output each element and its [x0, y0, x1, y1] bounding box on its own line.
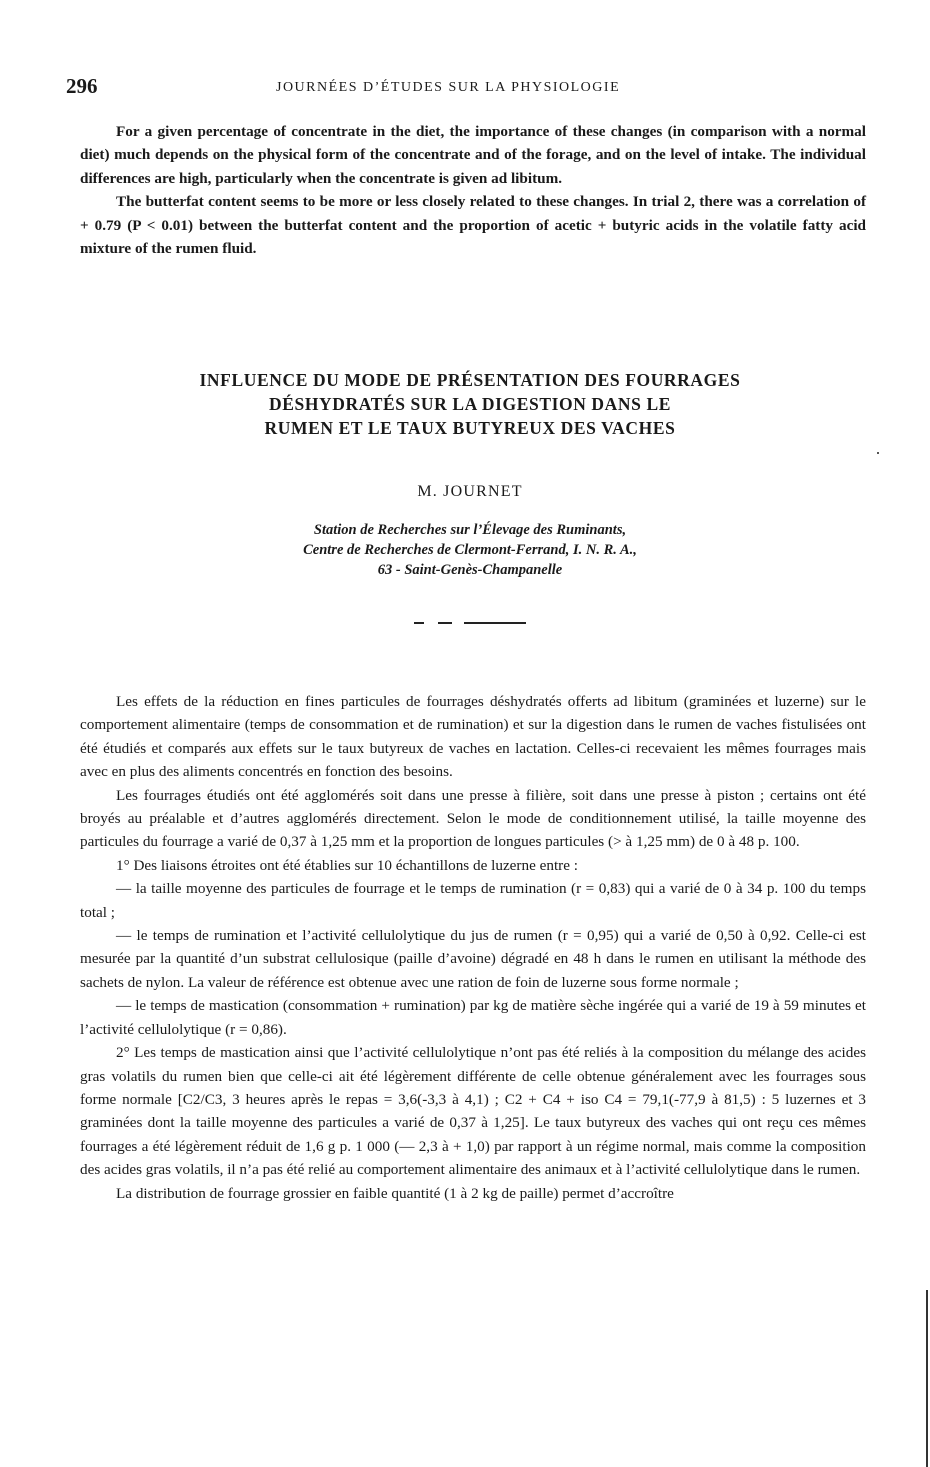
body-paragraph: — la taille moyenne des particules de fourrage et le temps de rumination (r = 0,83) qui a varié de 0 à 34 p. 100 du temps total ;	[80, 880, 866, 921]
body-paragraph: — le temps de mastication (consommation + rumination) par kg de matière sèche ingérée qui a varié de 19 à 59 minutes et l’activité cellulolytique (r = 0,86).	[80, 997, 866, 1038]
article-body	[80, 690, 866, 1205]
section-separator	[414, 622, 534, 624]
page-header	[66, 74, 866, 100]
author-affiliation	[100, 520, 840, 580]
page-edge-mark	[926, 1290, 928, 1467]
body-paragraph: Les fourrages étudiés ont été agglomérés soit dans une presse à filière, soit dans une presse à piston ; certains ont été broyés au préalable et d’autres agglomérés directement. Selon le mode de conditionnement utilisé, la taille moyenne des particules du fourrage a varié de 0,37 à 1,25 mm et la proportion de longues particules (> à 1,25 mm) de 0 à 48 p. 100.	[80, 786, 866, 851]
affiliation-line: Station de Recherches sur l’Élevage des Ruminants,	[313, 522, 627, 538]
body-paragraph: La distribution de fourrage grossier en faible quantité (1 à 2 kg de paille) permet d’accroître	[116, 1184, 674, 1202]
affiliation-line: Centre de Recherches de Clermont-Ferrand, I. N. R. A.,	[303, 542, 637, 558]
scan-speck	[877, 452, 879, 454]
page-number: 296	[66, 74, 98, 98]
author-name: M. JOURNET	[417, 483, 523, 500]
summary-paragraph: For a given percentage of concentrate in the diet, the importance of these changes (in comparison with a normal diet) much depends on the physical form of the concentrate and of the forage, and on the level of intake. The individual differences are high, particularly when the concentrate is given ad libitum.	[80, 123, 866, 187]
title-line: INFLUENCE DU MODE DE PRÉSENTATION DES FOURRAGES	[199, 370, 741, 390]
title-line: RUMEN ET LE TAUX BUTYREUX DES VACHES	[264, 418, 676, 438]
article-title	[100, 368, 840, 440]
title-line: DÉSHYDRATÉS SUR LA DIGESTION DANS LE	[268, 394, 671, 414]
body-paragraph: 1° Des liaisons étroites ont été établies sur 10 échantillons de luzerne entre :	[116, 856, 578, 874]
body-paragraph: — le temps de rumination et l’activité cellulolytique du jus de rumen (r = 0,95) qui a varié de 0,50 à 0,92. Celle-ci est mesurée par la quantité d’un substrat cellulosique (paille d’avoine) dégradé en 48 h dans le rumen en utilisant la méthode des sachets de nylon. La valeur de référence est obtenue avec une ration de foin de luzerne sous forme normale ;	[80, 927, 866, 991]
body-paragraph: Les effets de la réduction en fines particules de fourrages déshydratés offerts ad libitum (graminées et luzerne) sur le comportement alimentaire (temps de consommation et de rumination) et sur la digestion dans le rumen de vaches fistulisées ont été étudiés et comparés aux effets sur le taux butyreux de vaches en lactation. Celles-ci recevaient les mêmes fourrages mais avec en plus des aliments concentrés en fonction des besoins.	[80, 693, 866, 781]
summary-paragraph: The butterfat content seems to be more or less closely related to these changes. In trial 2, there was a correlation of + 0.79 (P < 0.01) between the butterfat content and the proportion of acetic + butyric acids in the volatile fatty acid mixture of the rumen fluid.	[80, 193, 866, 258]
english-summary	[80, 120, 866, 260]
body-paragraph: 2° Les temps de mastication ainsi que l’activité cellulolytique n’ont pas été reliés à la composition du mélange des acides gras volatils du rumen bien que celle-ci ait été légèrement différente de celle obtenue généralement avec les fourrages sous forme normale [C2/C3, 3 heures après le repas = 3,6(-3,3 à 4,1) ; C2 + C4 + iso C4 = 79,1(-77,9 à 81,5) : 5 luzernes et 3 graminées dont la taille moyenne des particules a varié de 0,37 à 1,25]. Le taux butyreux des vaches qui ont reçu ces mêmes fourrages a été légèrement réduit de 1,6 g p. 1 000 (— 2,3 à + 1,0) par rapport à un régime normal, mais comme la composition des acides gras volatils, il n’a pas été relié au comportement alimentaire des animaux et à l’activité cellulolytique dans le rumen.	[80, 1044, 866, 1179]
running-head: JOURNÉES D’ÉTUDES SUR LA PHYSIOLOGIE	[276, 80, 621, 95]
affiliation-line: 63 - Saint-Genès-Champanelle	[377, 562, 563, 578]
